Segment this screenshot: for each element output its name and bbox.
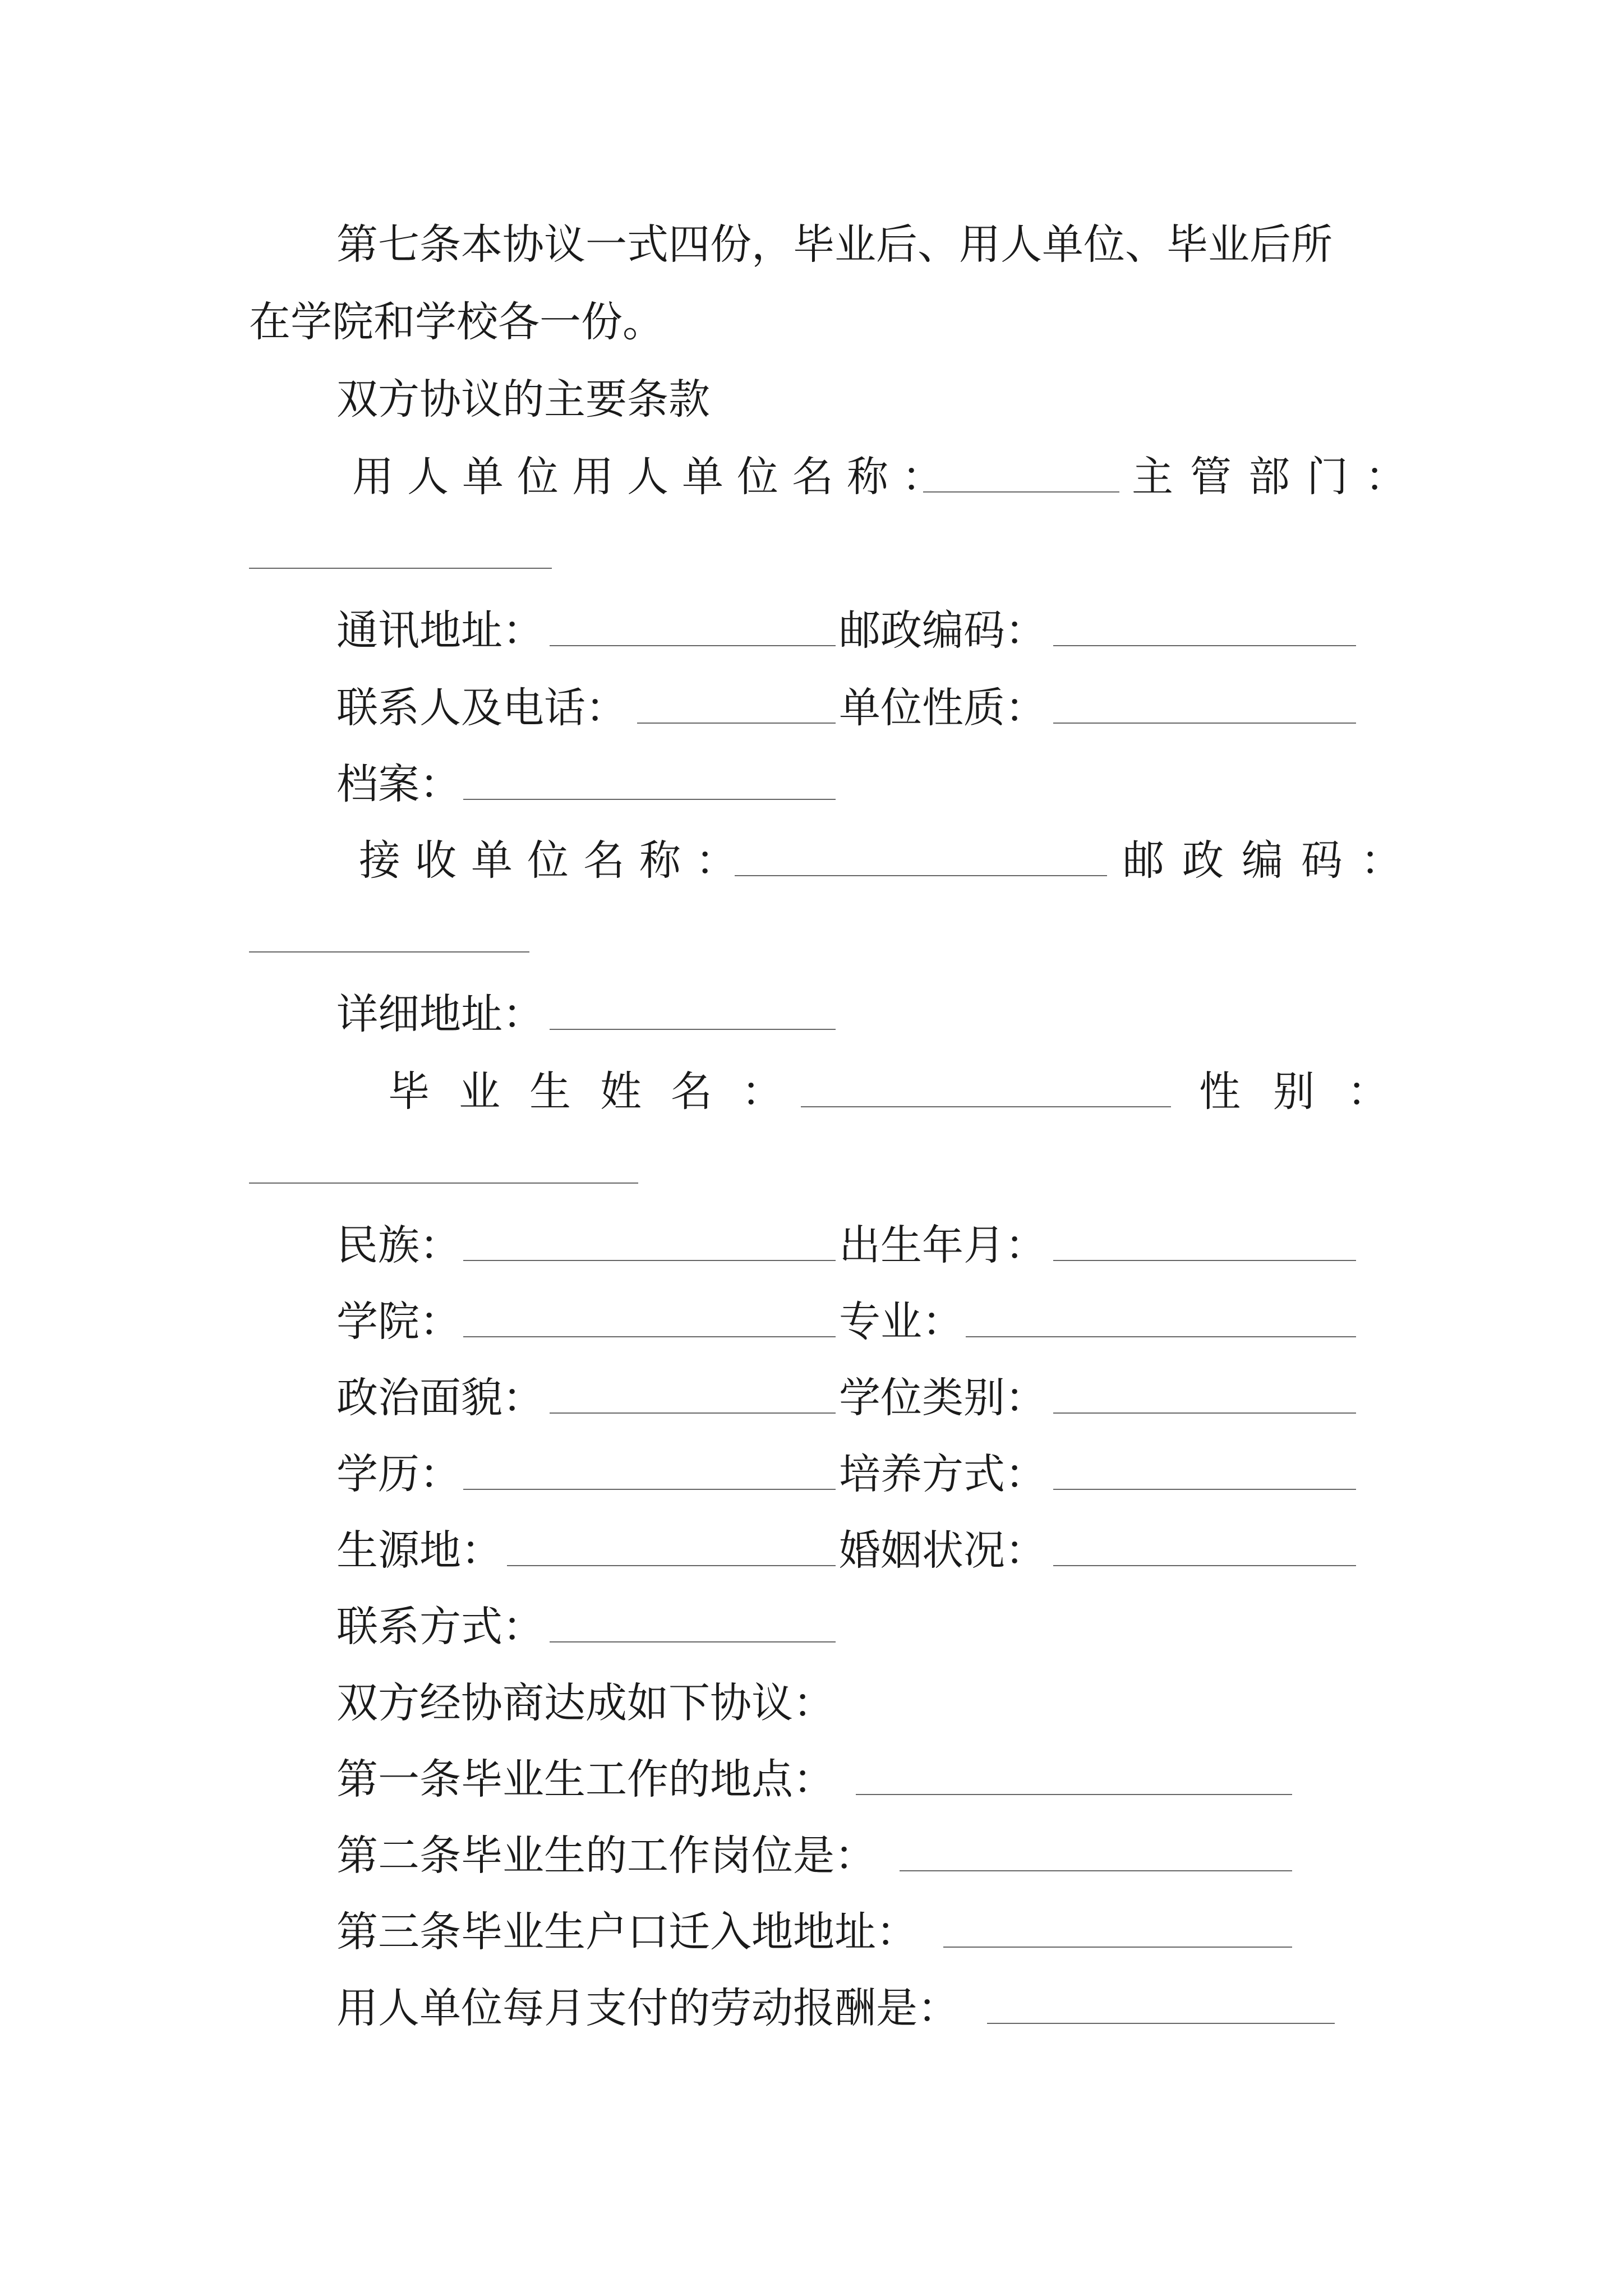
marital-blank[interactable] (1053, 1565, 1356, 1566)
article2-blank[interactable] (900, 1870, 1292, 1871)
article3-label: 第三条毕业生户口迁入地地址： (336, 1908, 917, 1956)
education-blank[interactable] (463, 1489, 836, 1490)
receiver-postcode-blank[interactable] (249, 951, 529, 953)
major-blank[interactable] (966, 1336, 1356, 1337)
archive-label: 档案： (336, 760, 461, 808)
degree-type-label: 学位类别： (839, 1374, 1046, 1422)
agreement-intro: 双方经协商达成如下协议： (336, 1679, 834, 1727)
ethnicity-blank[interactable] (463, 1260, 836, 1261)
employer-name-label: 用人单位用人单位名称： (352, 453, 957, 501)
employer-contact-blank[interactable] (637, 723, 836, 724)
employer-postcode-label: 邮政编码： (839, 606, 1046, 655)
receiver-address-label: 详细地址： (336, 990, 544, 1038)
training-blank[interactable] (1053, 1489, 1356, 1490)
receiver-name-label: 接收单位名称： (359, 836, 751, 885)
employer-nature-blank[interactable] (1053, 723, 1356, 724)
gender-blank[interactable] (249, 1182, 638, 1184)
ethnicity-label: 民族： (336, 1221, 461, 1269)
article1-label: 第一条毕业生工作的地点： (336, 1755, 834, 1803)
degree-type-blank[interactable] (1053, 1412, 1356, 1414)
article3-blank[interactable] (943, 1947, 1292, 1948)
gender-label: 性别： (1199, 1068, 1421, 1116)
article2-label: 第二条毕业生的工作岗位是： (336, 1832, 876, 1880)
graduate-contact-blank[interactable] (550, 1641, 836, 1642)
department-label: 主管部门： (1132, 453, 1423, 501)
employer-name-blank[interactable] (923, 491, 1119, 493)
politics-label: 政治面貌： (336, 1374, 544, 1422)
department-blank[interactable] (249, 568, 552, 569)
receiver-postcode-label: 邮政编码： (1123, 836, 1420, 885)
origin-label: 生源地： (336, 1526, 502, 1575)
salary-label: 用人单位每月支付的劳动报酬是： (336, 1984, 959, 2032)
college-label: 学院： (336, 1297, 461, 1346)
training-label: 培养方式： (839, 1450, 1046, 1498)
marital-label: 婚姻状况： (839, 1526, 1046, 1575)
salary-blank[interactable] (987, 2023, 1335, 2024)
article1-blank[interactable] (856, 1794, 1292, 1795)
archive-blank[interactable] (463, 799, 836, 800)
birth-blank[interactable] (1053, 1260, 1356, 1261)
birth-label: 出生年月： (839, 1221, 1046, 1269)
origin-blank[interactable] (507, 1565, 836, 1566)
employer-address-label: 通讯地址： (336, 606, 544, 655)
receiver-name-blank[interactable] (735, 875, 1107, 876)
article7-line1: 第七条本协议一式四份，毕业后、用人单位、毕业后所 (336, 220, 1332, 269)
graduate-name-blank[interactable] (801, 1106, 1171, 1107)
employer-nature-label: 单位性质： (839, 684, 1046, 732)
graduate-contact-label: 联系方式： (336, 1603, 544, 1651)
politics-blank[interactable] (550, 1412, 836, 1414)
main-terms-heading: 双方协议的主要条款 (336, 375, 710, 424)
employer-contact-label: 联系人及电话： (336, 684, 627, 732)
receiver-address-blank[interactable] (550, 1029, 836, 1030)
employer-address-blank[interactable] (550, 645, 836, 646)
graduate-name-label: 毕业生姓名： (388, 1068, 812, 1116)
college-blank[interactable] (463, 1336, 836, 1337)
education-label: 学历： (336, 1450, 461, 1498)
article7-line2: 在学院和学校各一份。 (249, 298, 664, 346)
major-label: 专业： (839, 1297, 963, 1346)
employer-postcode-blank[interactable] (1053, 645, 1356, 646)
